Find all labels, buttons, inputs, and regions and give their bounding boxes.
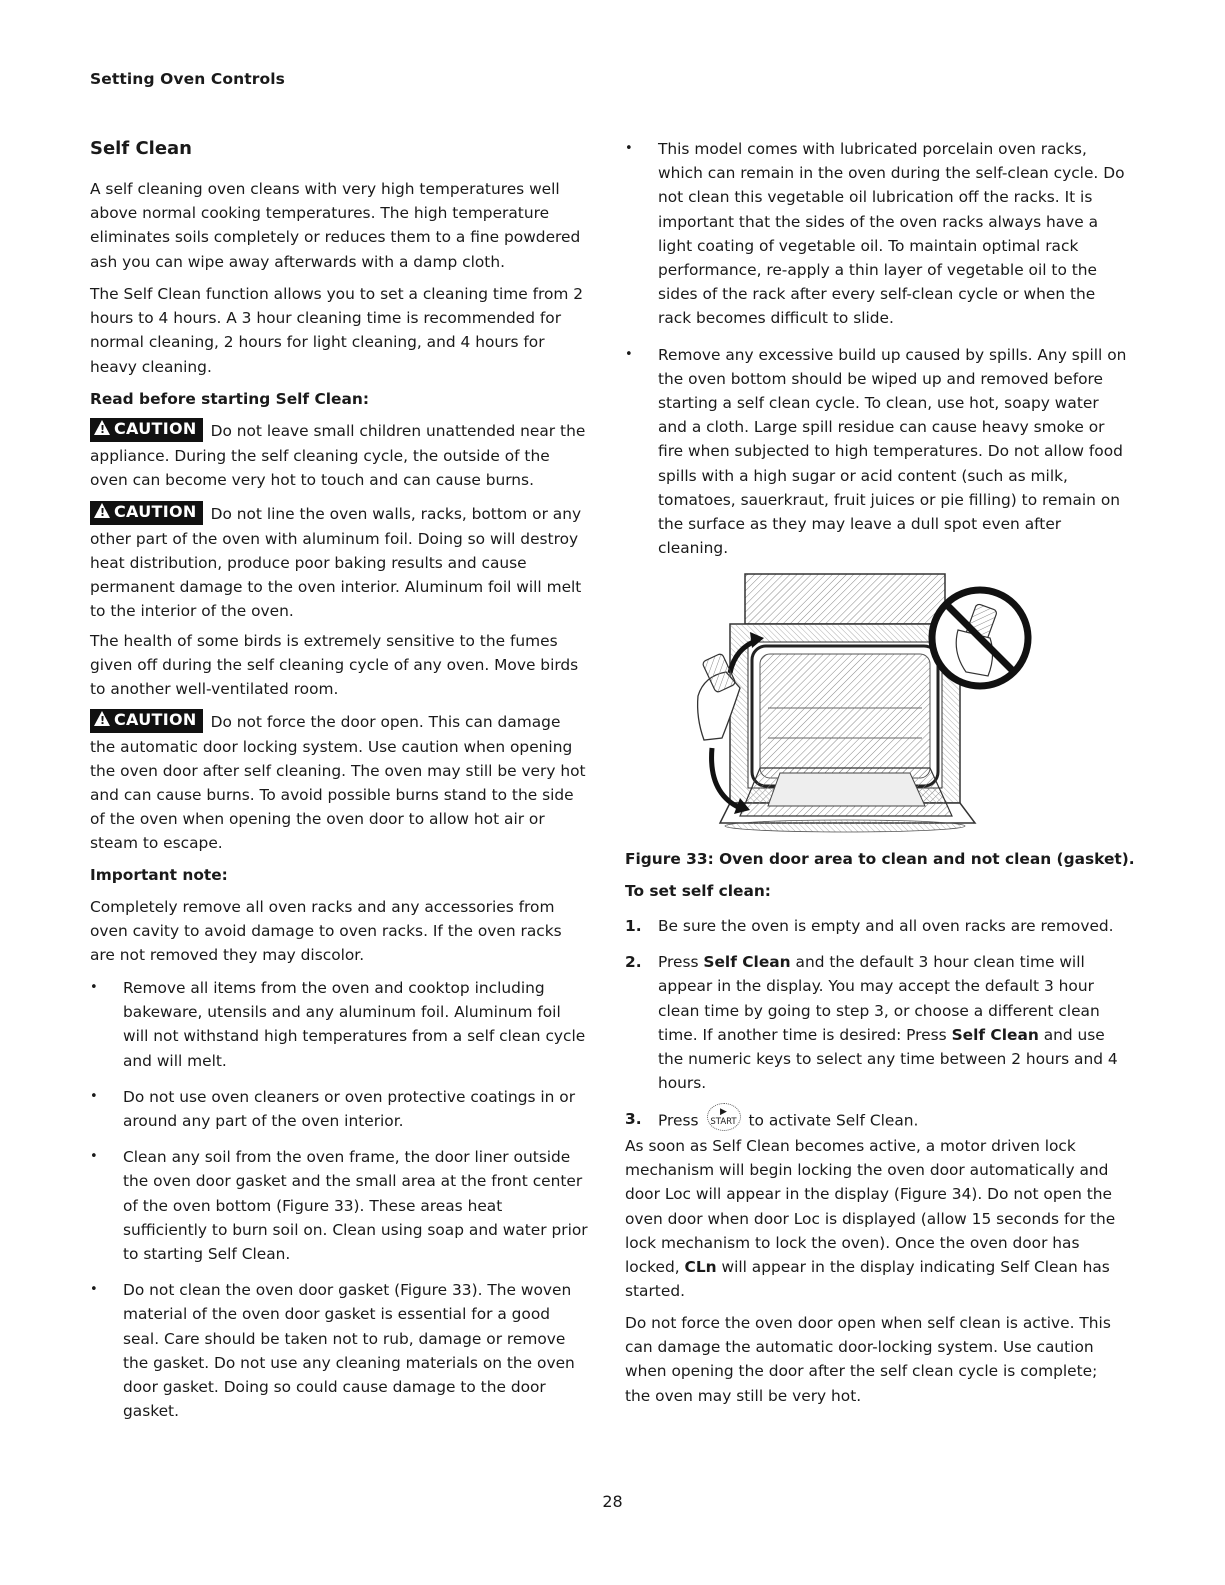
page-header: Setting Oven Controls [90, 70, 285, 88]
start-button-icon: ▶ START [707, 1103, 741, 1131]
list-item: • Remove any excessive build up caused by spills. Any spill on the oven bottom should be wiped up and removed before starting a self clean cycle. To clean, use hot, soapy water and a cloth. Large spill residue can cause heavy smoke or fire when subjected to high temperatures. Do not allow food spills with a high sugar or acid content (such as milk, tomatoes, sauerkraut, fruit juices or pie filling) to remain on the surface as they may leave a dull spot even after cleaning. [625, 343, 1127, 561]
list-item: • Clean any soil from the oven frame, the door liner outside the oven door gasket and the small area at the front center of the oven bottom (Figure 33). These areas heat sufficiently to burn soil on. Clean using soap and water prior to starting Self Clean. [90, 1145, 590, 1266]
list-item: • Do not use oven cleaners or oven protective coatings in or around any part of the oven interior. [90, 1085, 590, 1133]
figure-caption: Figure 33: Oven door area to clean and not clean (gasket). [625, 850, 1135, 868]
list-item: • This model comes with lubricated porcelain oven racks, which can remain in the oven during the self-clean cycle. Do not clean this vegetable oil lubrication off the racks. It is important that the sides of the oven racks always have a light coating of vegetable oil. To maintain optimal rack performance, re-apply a thin layer of vegetable oil to the sides of the rack after every self-clean cycle or when the rack becomes difficult to slide. [625, 137, 1127, 331]
to-set-heading: To set self clean: [625, 882, 771, 900]
caution-foil: ! CAUTION Do not line the oven walls, racks, bottom or any other part of the oven with aluminum foil. Doing so will destroy heat distribution, produce poor baking results and cause permanent damage to the oven interior. Aluminum foil will melt to the interior of the oven. [90, 501, 582, 621]
page-number: 28 [602, 1492, 623, 1511]
step-item: 1. Be sure the oven is empty and all oven racks are removed. [625, 917, 1114, 935]
right-bullet-list [625, 137, 1127, 560]
read-before-heading: Read before starting Self Clean: [90, 390, 369, 408]
list-item: • Do not clean the oven door gasket (Figure 33). The woven material of the oven door gasket is essential for a good seal. Care should be taken not to rub, damage or remove the gasket. Do not use any cleaning materials on the oven door gasket. Doing so could cause damage to the door gasket. [90, 1278, 590, 1423]
lock-paragraph: As soon as Self Clean becomes active, a motor driven lock mechanism will begin locking the oven door automatically and door Loc will appear in the display (Figure 34). Do not open the oven door when door Loc is displayed (allow 15 seconds for the lock mechanism to lock the oven). Once the oven door has locked, CLn will appear in the display indicating Self Clean has started. [625, 1137, 1116, 1301]
remove-racks-paragraph: Completely remove all oven racks and any accessories from oven cavity to avoid damage to oven racks. If the oven racks are not removed they may discolor. [90, 898, 562, 965]
intro-paragraph: A self cleaning oven cleans with very high temperatures well above normal cooking temperatures. The high temperature eliminates soils completely or reduces them to a fine powdered ash you can wipe away afterwards with a damp cloth. [90, 180, 581, 271]
oven-door-figure [690, 568, 1070, 836]
step-item: 3. Press ▶ START to activate Self Clean. [625, 1107, 1127, 1135]
steps-list [625, 914, 1127, 1135]
birds-paragraph: The health of some birds is extremely sensitive to the fumes given off during the self cleaning cycle of any oven. Move birds to another well-ventilated room. [90, 632, 579, 699]
important-note-heading: Important note: [90, 866, 228, 884]
section-title: Self Clean [90, 138, 192, 159]
caution-badge: ! CAUTION [90, 709, 203, 733]
caution-door: ! CAUTION Do not force the door open. This can damage the automatic door locking system. Use caution when opening the oven door after self cleaning. The oven may still be very hot and can cause burns. To avoid possible burns stand to the side of the oven when opening the oven door to allow hot air or steam to escape. [90, 709, 586, 853]
caution-badge: ! CAUTION [90, 418, 203, 442]
caution-children: ! CAUTION Do not leave small children unattended near the appliance. During the self cleaning cycle, the outside of the oven can become very hot to touch and can cause burns. [90, 418, 586, 489]
cleaning-time-paragraph: The Self Clean function allows you to set a cleaning time from 2 hours to 4 hours. A 3 hour cleaning time is recommended for normal cleaning, 2 hours for light cleaning, and 4 hours for heavy cleaning. [90, 285, 584, 376]
caution-badge: ! CAUTION [90, 501, 203, 525]
list-item: • Remove all items from the oven and cooktop including bakeware, utensils and any aluminum foil. Aluminum foil will not withstand high temperatures from a self clean cycle and will melt. [90, 976, 590, 1073]
left-bullet-list [90, 976, 590, 1423]
step-item: 2. Press Self Clean and the default 3 hour clean time will appear in the display. You may accept the default 3 hour clean time by going to step 3, or choose a different clean time. If another time is desired: Press Self Clean and use the numeric keys to select any time between 2 hours and 4 hours. [625, 953, 1118, 1093]
oven-illustration [690, 568, 1070, 836]
force-paragraph: Do not force the oven door open when self clean is active. This can damage the automatic door-locking system. Use caution when opening the door after the self clean cycle is complete; the oven may still be very hot. [625, 1314, 1111, 1405]
